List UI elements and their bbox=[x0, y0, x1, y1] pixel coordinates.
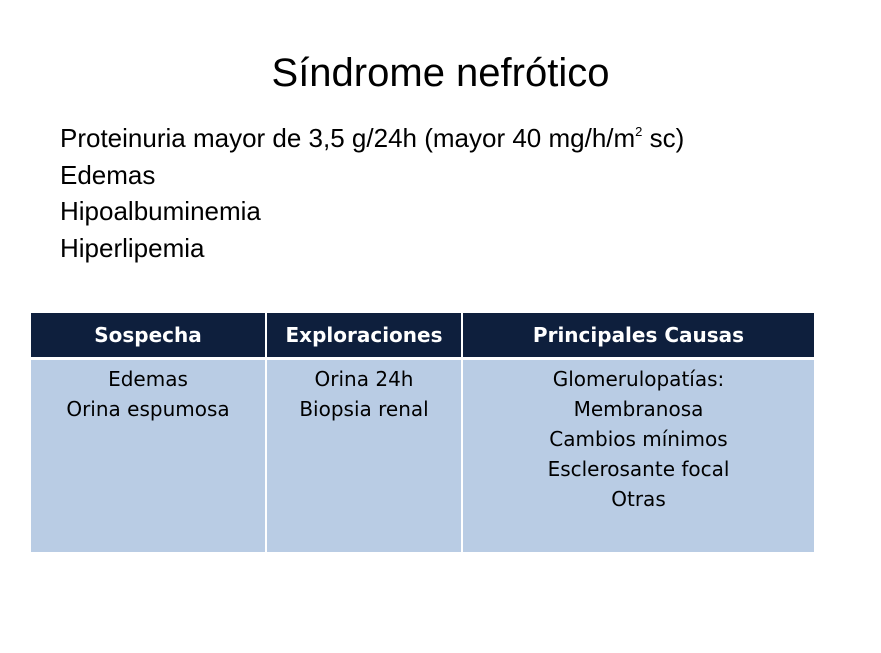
causas-line: Glomerulopatías: bbox=[552, 367, 725, 391]
header-exploraciones: Exploraciones bbox=[266, 313, 462, 359]
table-row bbox=[31, 359, 814, 553]
cell-sospecha bbox=[31, 359, 266, 553]
criteria-item-hipoalbuminemia: Hipoalbuminemia bbox=[60, 196, 261, 226]
proteinuria-text: Proteinuria mayor de 3,5 g/24h (mayor 40 mg/h/m bbox=[60, 123, 636, 153]
proteinuria-suffix: sc) bbox=[642, 123, 685, 153]
exploraciones-line: Biopsia renal bbox=[299, 397, 429, 421]
causas-line: Esclerosante focal bbox=[547, 457, 730, 481]
criteria-list bbox=[60, 120, 684, 266]
causas-line: Cambios mínimos bbox=[549, 427, 728, 451]
exploraciones-line: Orina 24h bbox=[314, 367, 414, 391]
cell-exploraciones bbox=[266, 359, 462, 553]
causas-line: Membranosa bbox=[573, 397, 704, 421]
header-sospecha: Sospecha bbox=[31, 313, 266, 359]
table-header-row bbox=[31, 313, 814, 359]
causes-table bbox=[31, 313, 814, 552]
sospecha-line: Orina espumosa bbox=[66, 397, 230, 421]
slide-title: Síndrome nefrótico bbox=[271, 51, 610, 95]
criteria-item-proteinuria bbox=[60, 120, 684, 157]
cell-causas bbox=[462, 359, 814, 553]
criteria-item-edemas: Edemas bbox=[60, 159, 156, 190]
sospecha-line: Edemas bbox=[108, 367, 188, 391]
criteria-item-hiperlipemia: Hiperlipemia bbox=[60, 232, 205, 263]
causas-line: Otras bbox=[611, 487, 666, 511]
proteinuria-superscript: 2 bbox=[635, 124, 643, 139]
header-causas: Principales Causas bbox=[462, 313, 814, 359]
